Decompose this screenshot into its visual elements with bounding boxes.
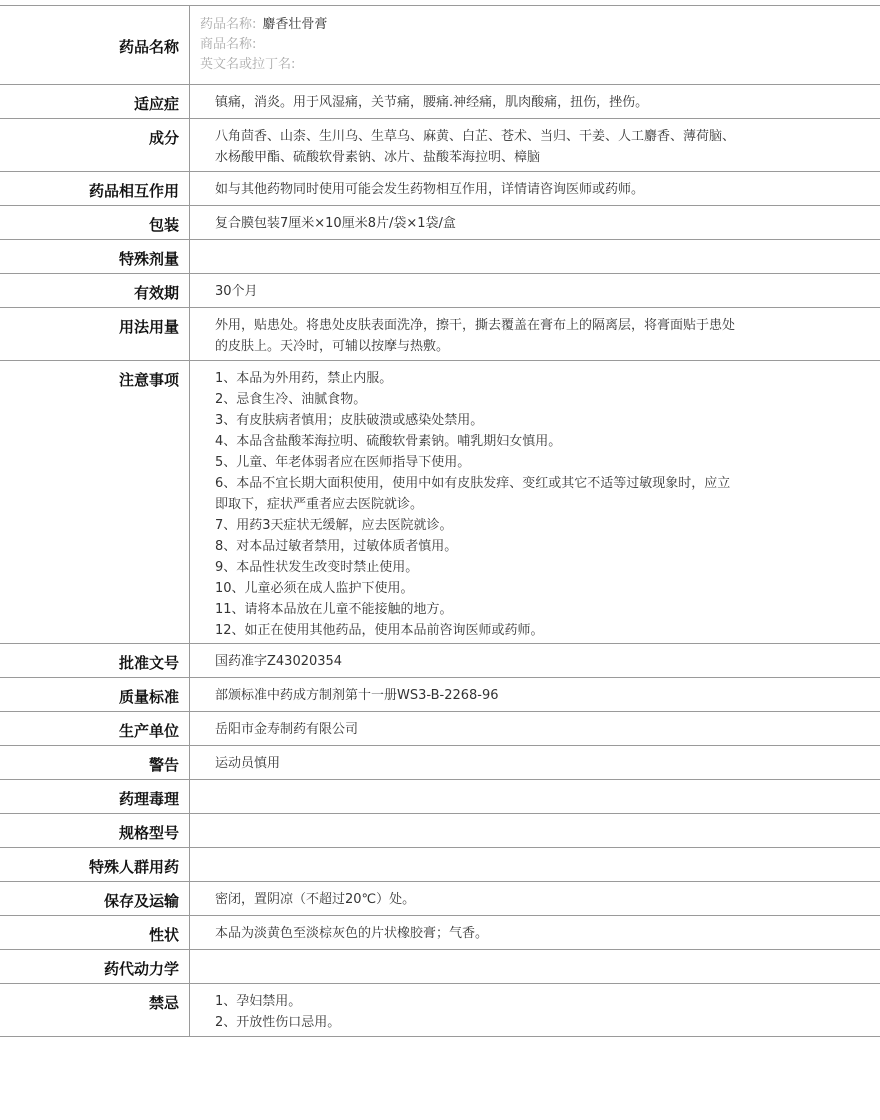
row-label: 警告 <box>0 746 190 779</box>
value-line: 的皮肤上。天冷时，可辅以按摩与热敷。 <box>215 339 450 354</box>
row-label: 有效期 <box>0 274 190 307</box>
row-value <box>190 814 880 847</box>
value-line: 11、请将本品放在儿童不能接触的地方。 <box>215 602 453 617</box>
row-label: 批准文号 <box>0 644 190 677</box>
row-value <box>190 308 880 360</box>
row-specification <box>0 814 880 848</box>
row-value <box>190 85 880 118</box>
row-value <box>190 119 880 171</box>
value-line: 国药准字Z43020354 <box>215 654 343 669</box>
value-line: 复合膜包装7厘米×10厘米8片/袋×1袋/盒 <box>215 216 456 231</box>
value-line: 12、如正在使用其他药品，使用本品前咨询医师或药师。 <box>215 623 544 638</box>
value-line: 3、有皮肤病者慎用；皮肤破溃或感染处禁用。 <box>215 413 484 428</box>
row-standard <box>0 678 880 712</box>
row-value <box>190 172 880 205</box>
row-special-population <box>0 848 880 882</box>
row-expiry <box>0 274 880 308</box>
row-label: 规格型号 <box>0 814 190 847</box>
row-label: 适应症 <box>0 85 190 118</box>
row-value <box>190 361 880 643</box>
row-value <box>190 206 880 239</box>
row-pharmacology <box>0 780 880 814</box>
latin-name-key: 英文名或拉丁名: <box>200 57 296 72</box>
value-line: 部颁标准中药成方制剂第十一册WS3-B-2268-96 <box>215 688 499 703</box>
value-line: 2、忌食生冷、油腻食物。 <box>215 392 367 407</box>
row-value <box>190 678 880 711</box>
row-label: 药品相互作用 <box>0 172 190 205</box>
value-line: 密闭，置阴凉（不超过20℃）处。 <box>215 892 416 907</box>
row-value <box>190 274 880 307</box>
value-line: 4、本品含盐酸苯海拉明、硫酸软骨素钠。哺乳期妇女慎用。 <box>215 434 562 449</box>
row-label: 性状 <box>0 916 190 949</box>
value-line: 30个月 <box>215 284 258 299</box>
row-label: 特殊人群用药 <box>0 848 190 881</box>
value-line: 1、本品为外用药，禁止内服。 <box>215 371 393 386</box>
drug-info-table <box>0 5 880 1037</box>
row-label: 质量标准 <box>0 678 190 711</box>
row-pharmacokinetics <box>0 950 880 984</box>
value-line: 岳阳市金寿制药有限公司 <box>215 722 359 737</box>
row-interactions <box>0 172 880 206</box>
row-value <box>190 984 880 1036</box>
row-drug-name <box>0 5 880 85</box>
row-label: 包装 <box>0 206 190 239</box>
row-label: 药品名称 <box>0 6 190 84</box>
row-label: 禁忌 <box>0 984 190 1036</box>
value-line: 即取下，症状严重者应去医院就诊。 <box>215 497 424 512</box>
row-value <box>190 848 880 881</box>
latin-name-line <box>200 55 800 75</box>
row-appearance <box>0 916 880 950</box>
row-label: 保存及运输 <box>0 882 190 915</box>
row-value <box>190 644 880 677</box>
generic-name-value: 麝香壮骨膏 <box>262 17 328 32</box>
value-line: 八角茴香、山柰、生川乌、生草乌、麻黄、白芷、苍术、当归、干姜、人工麝香、薄荷脑、 <box>215 129 736 144</box>
row-package <box>0 206 880 240</box>
value-line: 镇痛，消炎。用于风湿痛，关节痛，腰痛.神经痛，肌肉酸痛，扭伤，挫伤。 <box>215 95 649 110</box>
value-line: 8、对本品过敏者禁用，过敏体质者慎用。 <box>215 539 458 554</box>
row-label: 注意事项 <box>0 361 190 643</box>
row-storage <box>0 882 880 916</box>
value-line: 10、儿童必须在成人监护下使用。 <box>215 581 414 596</box>
value-line: 1、孕妇禁用。 <box>215 994 302 1009</box>
generic-name-line <box>200 15 800 35</box>
row-ingredients <box>0 119 880 172</box>
row-value <box>190 950 880 983</box>
row-approval <box>0 644 880 678</box>
value-line: 7、用药3天症状无缓解，应去医院就诊。 <box>215 518 453 533</box>
value-line: 水杨酸甲酯、硫酸软骨素钠、冰片、盐酸苯海拉明、樟脑 <box>215 150 541 165</box>
value-line: 如与其他药物同时使用可能会发生药物相互作用，详情请咨询医师或药师。 <box>215 182 645 197</box>
row-warning <box>0 746 880 780</box>
row-label: 药理毒理 <box>0 780 190 813</box>
row-manufacturer <box>0 712 880 746</box>
row-label: 用法用量 <box>0 308 190 360</box>
row-contraindications <box>0 984 880 1037</box>
value-line: 5、儿童、年老体弱者应在医师指导下使用。 <box>215 455 471 470</box>
row-label: 成分 <box>0 119 190 171</box>
value-line: 运动员慎用 <box>215 756 281 771</box>
row-value <box>190 780 880 813</box>
trade-name-line <box>200 35 800 55</box>
row-usage <box>0 308 880 361</box>
row-precautions <box>0 361 880 644</box>
generic-name-key: 药品名称: <box>200 17 257 32</box>
row-value <box>190 240 880 273</box>
row-label: 生产单位 <box>0 712 190 745</box>
value-line: 6、本品不宜长期大面积使用，使用中如有皮肤发痒、变红或其它不适等过敏现象时，应立 <box>215 476 731 491</box>
row-value <box>190 916 880 949</box>
row-label: 药代动力学 <box>0 950 190 983</box>
value-line: 9、本品性状发生改变时禁止使用。 <box>215 560 419 575</box>
row-special-dosage <box>0 240 880 274</box>
row-value <box>190 6 880 84</box>
row-label: 特殊剂量 <box>0 240 190 273</box>
value-line: 本品为淡黄色至淡棕灰色的片状橡胶膏；气香。 <box>215 926 489 941</box>
trade-name-key: 商品名称: <box>200 37 257 52</box>
row-value <box>190 882 880 915</box>
row-value <box>190 712 880 745</box>
row-indication <box>0 85 880 119</box>
row-value <box>190 746 880 779</box>
value-line: 2、开放性伤口忌用。 <box>215 1015 341 1030</box>
value-line: 外用，贴患处。将患处皮肤表面洗净，擦干，撕去覆盖在膏布上的隔离层，将膏面贴于患处 <box>215 318 736 333</box>
